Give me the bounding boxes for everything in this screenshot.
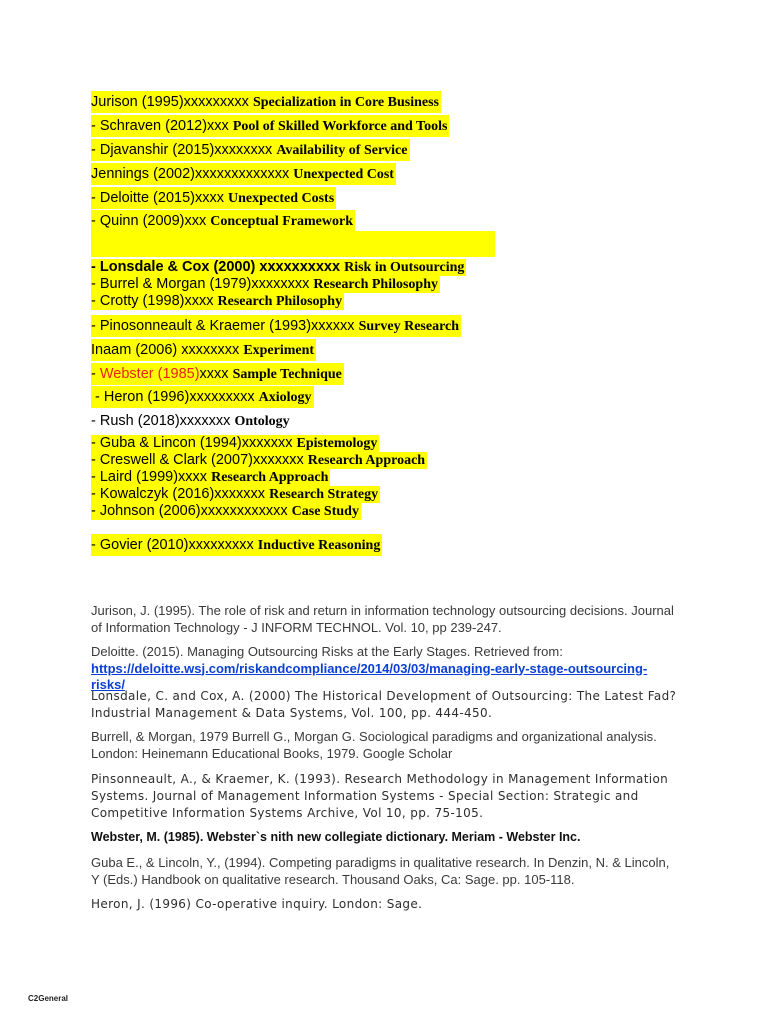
reference-pinsonneault: Pinsonneault, A., & Kraemer, K. (1993). Research Methodology in Management Information Systems. Journal of Management Information Systems - Special Section: Strategic and Competitive Information Systems Archive, Vol 10, pp. 75-105. [91,772,669,820]
reference-webster: Webster, M. (1985). Webster`s nith new collegiate dictionary. Meriam - Webster Inc. [91,830,581,844]
citation-author: - Djavanshir (2015)xxxxxxxx [91,142,277,158]
reference-text: Deloitte. (2015). Managing Outsourcing Risks at the Early Stages. Retrieved from: [91,644,563,659]
citation-line [91,452,427,469]
citation-line [91,139,410,161]
citation-topic: Conceptual Framework [210,214,353,229]
citation-topic: Unexpected Cost [293,167,394,182]
citation-topic: Availability of Service [276,143,408,158]
citation-line [91,276,440,293]
citation-topic: Unexpected Costs [228,191,335,206]
citation-author: - Heron (1996)xxxxxxxxx [91,389,259,405]
reference-burrell: Burrell, & Morgan, 1979 Burrell G., Morgan G. Sociological paradigms and organizational analysis. London: Heinemann Educational Books, 1979. Google Scholar [91,729,657,761]
reference-heron: Heron, J. (1996) Co-operative inquiry. London: Sage. [91,897,423,911]
citation-author-highlighted: Webster (1985) [99,366,200,382]
citation-author: - Lonsdale & Cox (2000) xxxxxxxxxx [91,259,345,275]
citation-topic: Risk in Outsourcing [344,260,465,275]
citation-line [91,293,344,310]
citation-line [91,469,330,486]
citation-author: - Quinn (2009)xxx [91,213,211,229]
citation-line [91,503,361,520]
citation-topic: Research Approach [307,453,426,468]
citation-author: xxxx [199,366,233,382]
citation-author: - Rush (2018)xxxxxxx [91,413,235,429]
citation-topic: Axiology [258,390,312,405]
citation-author: - Kowalczyk (2016)xxxxxxx [91,486,270,502]
citation-line [91,315,461,337]
citation-author: - Deloitte (2015)xxxx [91,190,228,206]
citation-topic: Research Philosophy [217,294,343,309]
citation-topic: Research Philosophy [313,277,438,292]
citation-line [91,410,292,432]
citation-line [91,187,336,209]
citation-line [91,259,466,276]
citation-topic: Ontology [234,414,290,429]
citation-author: - Schraven (2012)xxx [91,118,233,134]
citation-topic: Sample Technique [232,367,342,382]
citation-line [91,339,316,361]
citation-author: - Govier (2010)xxxxxxxxx [91,537,258,553]
reference-guba: Guba E., & Lincoln, Y., (1994). Competing paradigms in qualitative research. In Denzin, N. & Lincoln, Y (Eds.) Handbook on qualitative research. Thousand Oaks, Ca: Sage. pp. 105-118. [91,855,670,887]
citation-topic: Epistemology [296,436,378,451]
citation-line [91,534,382,556]
citation-author: - Creswell & Clark (2007)xxxxxxx [91,452,308,468]
citation-topic: Inductive Reasoning [257,538,381,553]
citation-line [91,210,355,232]
highlight-band [91,231,495,257]
citation-topic: Pool of Skilled Workforce and Tools [232,119,448,134]
citation-author: - Crotty (1998)xxxx [91,293,218,309]
citation-topic: Specialization in Core Business [252,95,440,110]
citation-author: - Burrel & Morgan (1979)xxxxxxxx [91,276,314,292]
classification-label: C2General [28,994,69,1003]
citation-author: - Laird (1999)xxxx [91,469,212,485]
citation-line [91,91,441,113]
citation-line [91,363,344,385]
citation-author: Jurison (1995)xxxxxxxxx [91,94,253,110]
reference-deloitte [91,644,681,694]
citation-author: - Pinosonneault & Kraemer (1993)xxxxxx [91,318,359,334]
reference-jurison: Jurison, J. (1995). The role of risk and return in information technology outsourcing decisions. Journal of Information Technology - J INFORM TECHNOL. Vol. 10, pp 239-247. [91,603,674,635]
citation-line [91,486,380,503]
reference-link[interactable]: https://deloitte.wsj.com/riskandcompliance/2014/03/03/managing-early-stage-outsourcing-risks/ [91,660,648,692]
citation-topic: Research Approach [211,470,329,485]
citation-topic: Research Strategy [269,487,379,502]
citation-topic: Case Study [291,504,359,519]
citation-prefix: - [91,366,100,382]
citation-author: Jennings (2002)xxxxxxxxxxxxx [91,166,294,182]
citation-author: Inaam (2006) xxxxxxxx [91,342,244,358]
citation-line [91,163,396,185]
citation-line [91,386,314,408]
citation-line [91,115,449,137]
citation-topic: Experiment [243,343,315,358]
citation-topic: Survey Research [358,319,460,334]
reference-lonsdale: Lonsdale, C. and Cox, A. (2000) The Historical Development of Outsourcing: The Latest Fad? Industrial Management & Data Systems, Vol. 100, pp. 444-450. [91,689,677,720]
citation-author: - Guba & Lincon (1994)xxxxxxx [91,435,297,451]
citation-author: - Johnson (2006)xxxxxxxxxxxx [91,503,292,519]
citation-line [91,435,379,452]
